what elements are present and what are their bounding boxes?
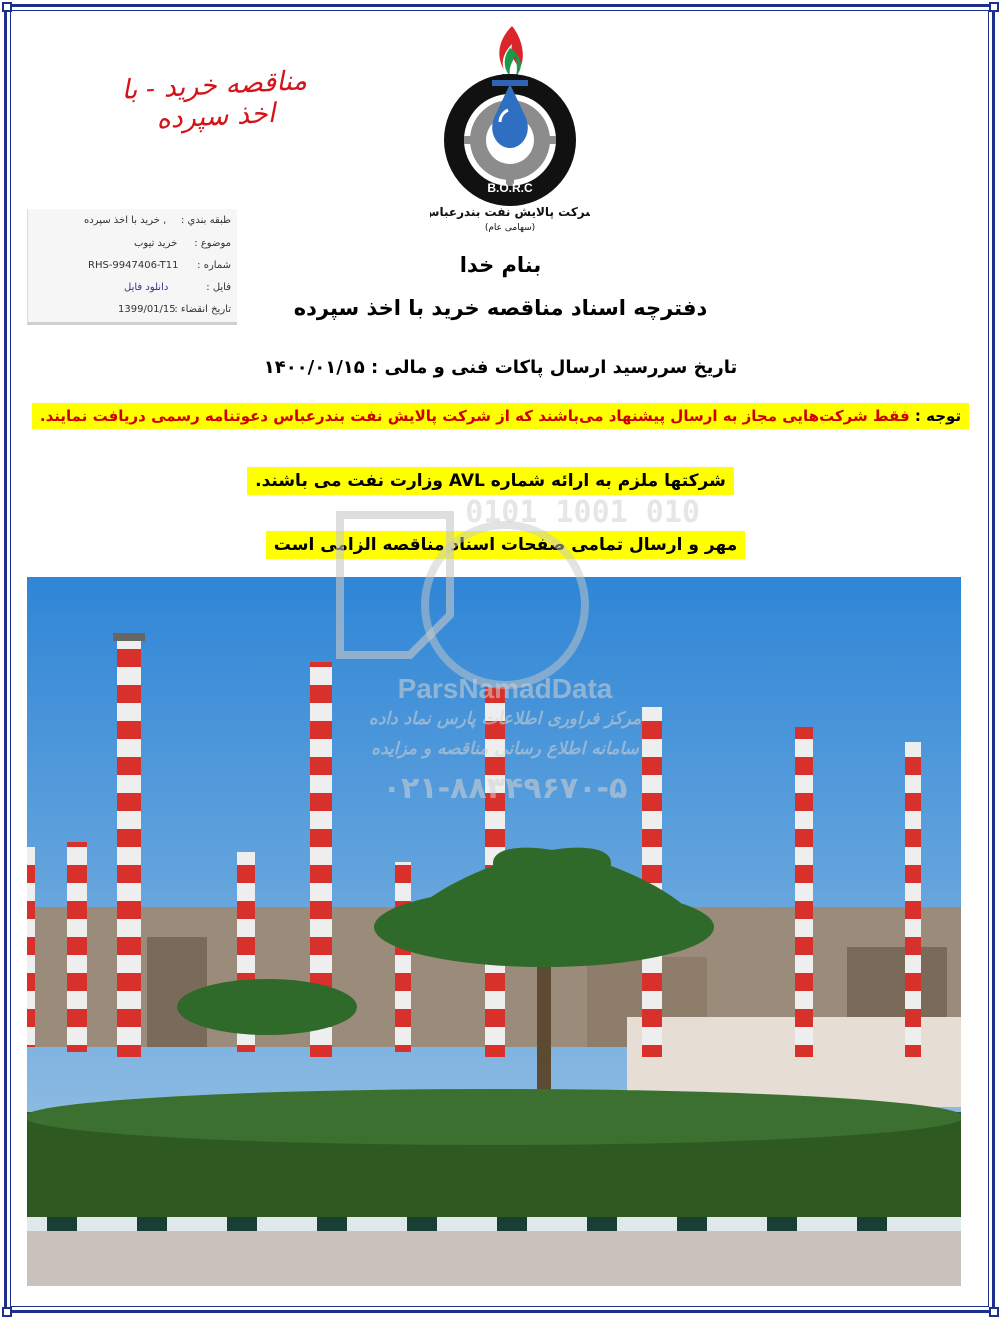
watermark-digits: 0101 1001 010 [465,495,700,530]
logo-company-type: (سهامی عام) [484,223,536,233]
watermark-phone: ۰۲۱-۸۸۳۴۹۶۷۰-۵ [382,771,628,806]
avl-notice: شرکتها ملزم به ارائه شماره AVL وزارت نفت می باشند. [247,467,734,495]
notice-line [0,407,1001,425]
logo-acronym: B.O.R.C [487,181,533,195]
watermark-brand: ParsNamadData [397,673,613,704]
category-label: طبقه بندي : [181,215,231,226]
frame-corner [989,2,999,12]
notice-text: فقط شرکت‌هایی مجاز به ارسال پیشنهاد می‌باشند که از شرکت پالایش نفت بندرعباس دعوتنامه رسمی دریافت نمایند. [39,407,910,425]
info-row-subject [34,238,231,254]
document-title: دفترچه اسناد مناقصه خرید با اخذ سپرده [293,296,708,320]
notice-highlight [32,403,969,429]
handwritten-title: مناقصه خرید - با اخذ سپرده [120,65,308,136]
refinery-photo [27,577,961,1286]
stamp-notice: مهر و ارسال تمامی صفحات اسناد مناقصه الزامی است [266,531,745,559]
number-label: شماره : [197,260,231,271]
watermark-line1: مرکز فراوری اطلاعات پارس نماد داده [368,709,642,729]
expiry-value: 1399/01/15 [118,304,176,315]
notice-label: توجه : [914,407,962,425]
file-label: فایل : [206,282,231,293]
avl-notice-line [0,471,991,491]
expiry-label: تاریخ انقضاء : [174,304,231,315]
download-file-link[interactable]: دانلود فایل [124,282,169,293]
info-row-category [34,215,231,231]
frame-corner [989,1307,999,1317]
page-heading: بنام خدا [459,253,542,277]
company-logo [430,22,590,234]
logo-company-name: شرکت پالایش نفت بندرعباس [430,205,590,219]
refinery-photo-image [27,577,961,1286]
category-value: خرید با اخذ سپرده , [84,215,167,226]
frame-corner [2,1307,12,1317]
subject-value: خرید تیوب [134,238,178,249]
deadline-text: تاریخ سررسید ارسال پاکات فنی و مالی : ۱۴۰۰/۰۱/۱۵ [263,357,738,378]
stamp-notice-line [5,535,1001,555]
watermark-line2: سامانه اطلاع رسانی مناقصه و مزایده [371,739,639,759]
refinery-logo-icon [430,22,590,234]
number-value: RHS-9947406-T11 [88,260,179,271]
subject-label: موضوع : [194,238,231,249]
frame-corner [2,2,12,12]
